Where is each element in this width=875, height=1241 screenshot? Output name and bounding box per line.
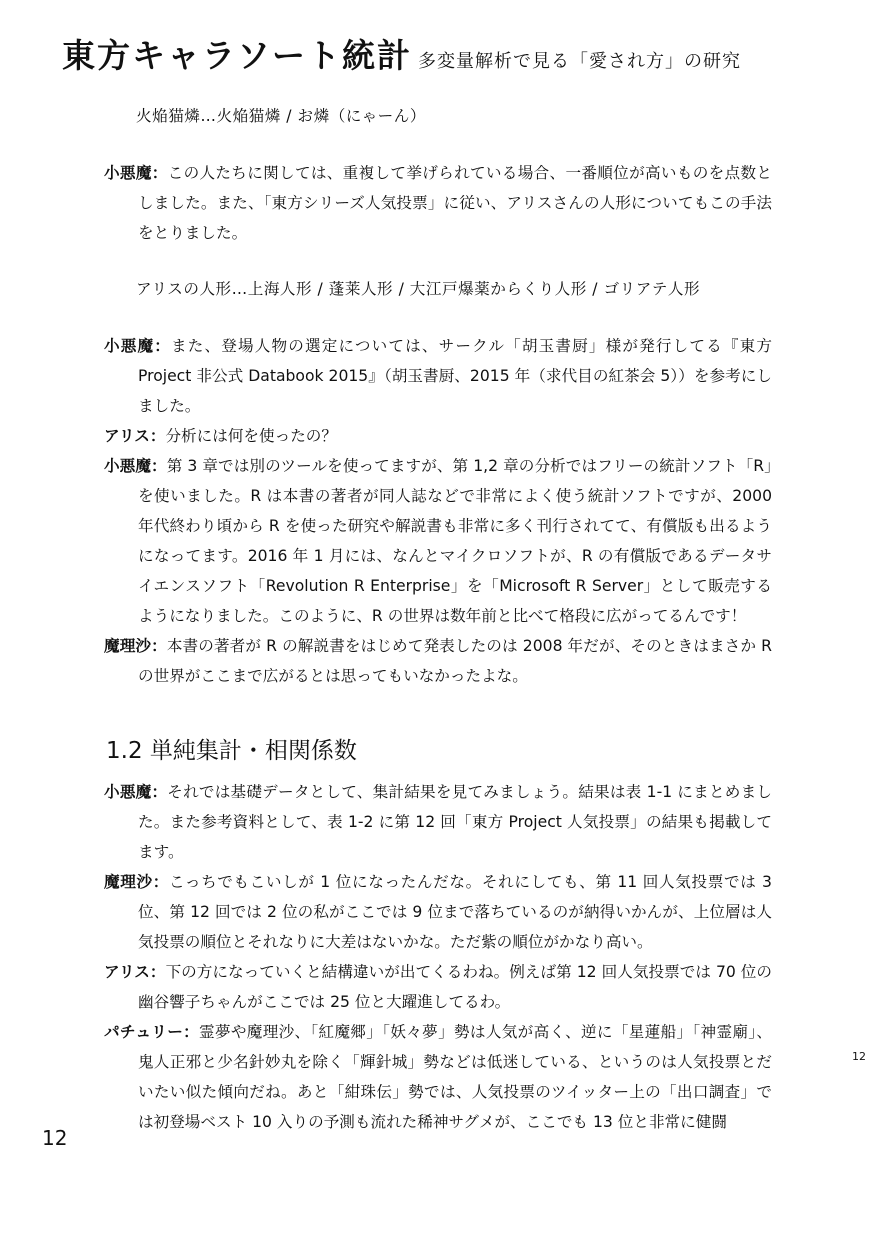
dialogue-text: それでは基礎データとして、集計結果を見てみましょう。結果は表 1-1 にまとめました。また参考資料として、表 1-2 に第 12 回「東方 Project 人気投票」の結果も掲載してます。 <box>138 783 772 861</box>
quote-block: 火焔猫燐…火焔猫燐 / お燐（にゃーん） <box>136 107 426 125</box>
book-subtitle: 多変量解析で見る「愛され方」の研究 <box>418 51 741 72</box>
dialogue-line <box>104 957 772 1017</box>
dialogue-text: この人たちに関しては、重複して挙げられている場合、一番順位が高いものを点数としました。また、「東方シリーズ人気投票」に従い、アリスさんの人形についてもこの手法をとりました。 <box>138 164 772 242</box>
dialogue-text: 分析には何を使ったの？ <box>165 427 337 445</box>
speaker-label: アリス： <box>104 963 166 981</box>
speaker-label: 小悪魔： <box>104 457 167 475</box>
dialogue-line <box>104 451 772 631</box>
dialogue-text: 霊夢や魔理沙、「紅魔郷」「妖々夢」勢は人気が高く、逆に「星蓮船」「神霊廟」、鬼人正邪と少名針妙丸を除く「輝針城」勢などは低迷している、というのは人気投票とだいたい似た傾向だね。あと「紺珠伝」勢では、人気投票のツイッター上の「出口調査」では初登場ベスト 10 入りの予測も流れた稀神サグメが、ここでも 13 位と非常に健闘 <box>138 1023 772 1131</box>
speaker-label: 小悪魔： <box>104 783 168 801</box>
book-title: 東方キャラソート統計 <box>62 36 412 75</box>
speaker-label: パチュリー： <box>104 1023 200 1041</box>
section-heading: 1.2 単純集計・相関係数 <box>106 738 357 764</box>
quote-block: アリスの人形…上海人形 / 蓬莱人形 / 大江戸爆薬からくり人形 / ゴリアテ人形 <box>136 280 701 298</box>
dialogue-line <box>104 158 772 248</box>
dialogue-text: また、登場人物の選定については、サークル「胡玉書厨」様が発行してる『東方 Project 非公式 Databook 2015』（胡玉書厨、2015 年（求代目の紅茶会 5））を参考にしました。 <box>138 337 772 415</box>
page-number: 12 <box>42 1126 68 1150</box>
dialogue-text: 第 3 章では別のツールを使ってますが、第 1,2 章の分析ではフリーの統計ソフト「R」を使いました。R は本書の著者が同人誌などで非常によく使う統計ソフトですが、2000 年代終わり頃から R を使った研究や解説書も非常に多く刊行されてて、有償版も出るようになってます。2016 年 1 月には、なんとマイクロソフトが、R の有償版であるデータサイエンスソフト「Revolution R Enterprise」を「Microsoft R Server」として販売するようになりました。このように、R の世界は数年前と比べて格段に広がってるんです！ <box>138 457 772 625</box>
speaker-label: 魔理沙： <box>104 637 167 655</box>
dialogue-line <box>104 331 772 421</box>
dialogue-line <box>104 777 772 867</box>
speaker-label: 小悪魔： <box>104 337 171 355</box>
dialogue-text: 下の方になっていくと結構違いが出てくるわね。例えば第 12 回人気投票では 70 位の幽谷響子ちゃんがここでは 25 位と大躍進してるわ。 <box>138 963 772 1011</box>
speaker-label: 魔理沙： <box>104 873 169 891</box>
page-body <box>104 102 772 1137</box>
speaker-label: 小悪魔： <box>104 164 168 182</box>
dialogue-line <box>104 1017 772 1137</box>
dialogue-line <box>104 631 772 691</box>
running-header <box>62 30 741 77</box>
dialogue-line <box>104 867 772 957</box>
dialogue-line <box>104 421 772 451</box>
side-page-number: 12 <box>852 1050 866 1063</box>
dialogue-text: 本書の著者が R の解説書をはじめて発表したのは 2008 年だが、そのときはまさか R の世界がここまで広がるとは思ってもいなかったよな。 <box>138 637 772 685</box>
dialogue-text: こっちでもこいしが 1 位になったんだな。それにしても、第 11 回人気投票では 3 位、第 12 回では 2 位の私がここでは 9 位まで落ちているのが納得いかんが、上位層は人気投票の順位とそれなりに大差はないかな。ただ紫の順位がかなり高い。 <box>138 873 772 951</box>
speaker-label: アリス： <box>104 427 166 445</box>
